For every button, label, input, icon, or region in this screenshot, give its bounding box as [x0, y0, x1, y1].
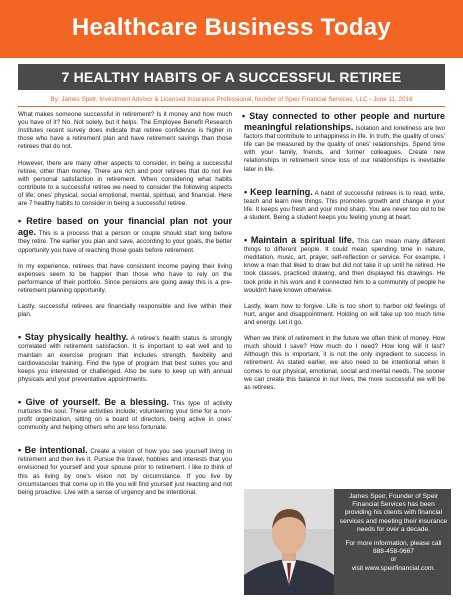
habit-1: [18, 216, 232, 254]
habit-text: This type of activity nurtures the soul. These activities include; volunteering your time for a non-profit organization, sitting on a board of directors, being active in ones' community and helping others who are less fortunate.: [18, 399, 233, 432]
habit-title: Maintain a spiritual life.: [250, 235, 355, 246]
contact-lead: For more information, please call: [345, 540, 442, 548]
intro-paragraph: What makes someone successful in retirement? Is it money and how much you have of it? No. Not solely, but it helps. The Employee Benefit Research Institutes recent survey does indicate that retiree confidence is higher in those who have a retirement plan and have retirement savings than those retirees that do not.: [18, 111, 232, 151]
habit-title: Keep learning.: [250, 186, 313, 197]
habit-7: [244, 235, 445, 295]
habit-text: This can mean many different things to different people. It could mean spending time in nature, meditation, music, art, prayer, self-reflection or service. For example, I know a man that liked to draw but did not take it up until he retired. He took classes, practiced drawing, and then displayed his drawings. He took pride in his work and it connected him to a community of people he wouldn't have known otherwise.: [244, 238, 445, 294]
habit-2: [18, 332, 232, 384]
habit-5: [244, 111, 445, 174]
author-photo: [244, 489, 334, 595]
body-paragraph: Lastly, successful retirees are financially responsible and live within their plan.: [18, 303, 232, 319]
masthead: [0, 0, 463, 58]
byline: By: James Speir, Investment Advisor & Licensed Insurance Professional, founder of Speir Financial Services, LLC - June 11, 2016: [50, 96, 413, 103]
habit-text: Isolation and loneliness are two factors that contribute to unhappiness in life. In truth, the quality of ones' life can be measured by the quality of ones' relationships. Spend time with your family, friends, and former colleagues. Create new relationships in retirement since loss of our relationships is inevitable later in life.: [244, 125, 446, 173]
bullet-icon: •: [18, 445, 25, 456]
byline-divider: [18, 106, 445, 107]
author-bio-text: James Speir, Founder of Speir Financial Services has been providing his clients with financial services and meeting their insurance needs for over a decade.: [339, 493, 448, 533]
left-column: [18, 111, 232, 595]
habit-title: Be intentional.: [24, 445, 88, 456]
publication-title: Healthcare Business Today: [71, 14, 392, 41]
bullet-icon: •: [244, 235, 251, 246]
contact-or: or: [390, 556, 397, 564]
bullet-icon: •: [244, 186, 251, 197]
bullet-icon: •: [18, 396, 26, 407]
habit-title: Stay physically healthy.: [24, 332, 129, 343]
contact-phone: 888-458-0667: [372, 548, 415, 556]
habit-text: A habit of successful retirees is to read, write, teach and learn new things. This promotes growth and change in your life. It keeps you fresh and your mind sharp. You are never too old to be a student. Being a student keeps you feeling young at heart.: [244, 189, 446, 221]
bullet-icon: •: [18, 216, 27, 227]
bullet-icon: •: [242, 111, 250, 121]
habit-6: [244, 187, 445, 222]
habit-text: This is a process that a person or couple should start long before they retire. The earlier you plan and save, according to your goals, the better opportunity you have of reaching those goals before retirement.: [18, 230, 232, 254]
right-column: [244, 111, 445, 489]
habit-title: Give of yourself. Be a blessing.: [25, 396, 169, 407]
habit-3: [18, 397, 232, 432]
habit-text: A retiree's health status is strongly correlated with retirement satisfaction. It is important to eat well and to maintain an exercise program that includes strength, flexibility and cardiovascular training. Find the type of program that best suites you and keeps you interested or challenged. Also be sure to keep up with annual physicals and your preventative appointments.: [18, 335, 232, 383]
article-title: 7 HEALTHY HABITS OF A SUCCESSFUL RETIREE: [61, 69, 402, 85]
habit-text: Create a vision of how you see yourself living in retirement and then live it. Pursue the travel, hobbies and interests that you envisioned for yourself and your spouse prior to retirement. I like to think of this as living by one's vision not by circumstance. If you live by circumstances that come up in life you will find yourself just reacting and not being proactive. Live with a sense of urgency and be intentional.: [18, 448, 233, 496]
author-portrait-icon: [244, 489, 334, 595]
closing-paragraph: Lastly, learn how to forgive. Life is too short to harbor old feelings of hurt, anger and disappointment. Holding on will take up too much time and energy. Let it go.: [244, 302, 445, 326]
habit-title: Retire based on your financial plan not your age.: [18, 216, 233, 238]
intro-paragraph: However, there are many other aspects to consider, in being a successful retiree, other than money. There are rich and poor retirees that do not live with personal satisfaction in retirement. When considering what habits contribute to a successful retiree we need to consider the following aspects of life; ones' physical, social emotional, mental, spiritual, and financial. Here are 7 healthy habits to consider in being a successful retiree.: [18, 159, 232, 208]
closing-paragraph: When we think of retirement in the future we often think of money. How much should I save? How much do I need? How long will it last? Although this is important, it is not the only ingredient to success in retirement. As stated earlier, we also need to be intentional when it comes to our physical, emotional, social and mental needs. The sooner we can create this balance in our lives, the more successful we will be as retirees.: [244, 335, 445, 391]
author-bio: [338, 493, 449, 573]
author-box: [244, 489, 451, 595]
article-title-banner: [18, 64, 445, 90]
habit-4: [18, 445, 232, 497]
body-paragraph: In my experience, retirees that have consistent income paying their living expenses seem to be happier than those who have to rely on the performance of their portfolio. Since pensions are going away this is a pre-retirement planning opportunity.: [18, 262, 232, 294]
contact-website: visit www.speirfinancial.com.: [351, 564, 436, 572]
bullet-icon: •: [18, 332, 25, 343]
habit-title: Stay connected to other people and nurture meaningful relationships.: [244, 111, 445, 133]
